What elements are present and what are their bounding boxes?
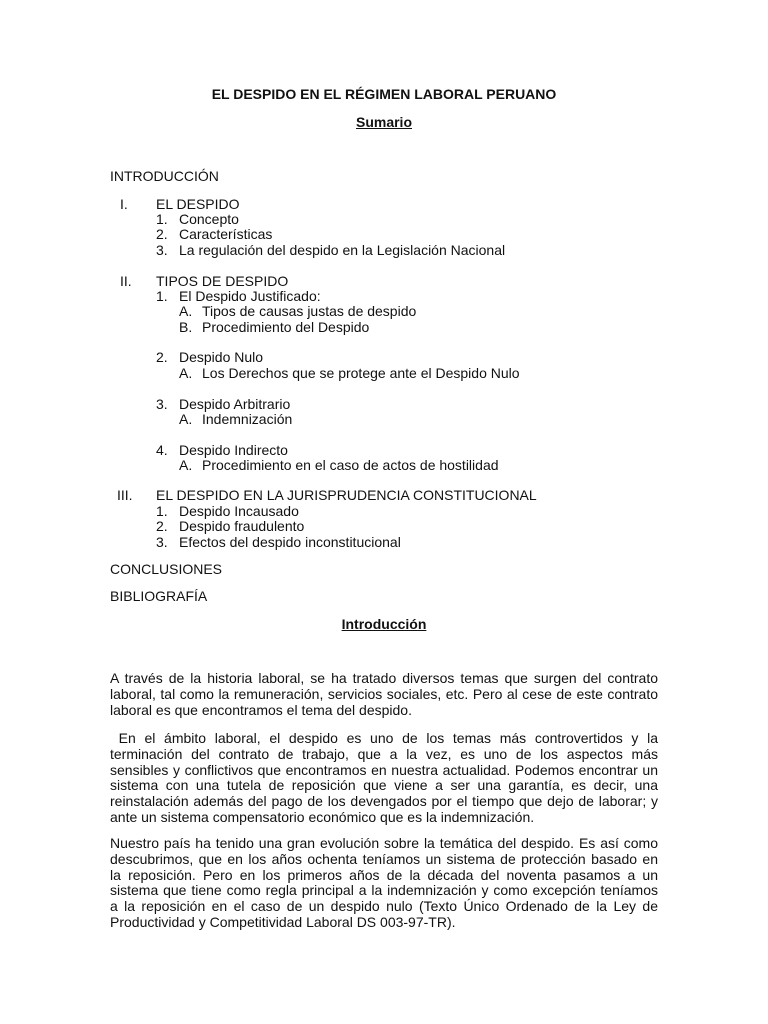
toc-item-number: 3.	[156, 396, 168, 412]
document-title: EL DESPIDO EN EL RÉGIMEN LABORAL PERUANO	[211, 86, 557, 102]
paragraph-line: sistema con una tutela de reposición que viene a ser una garantía, es decir, una	[110, 777, 658, 794]
toc-item-text: Despido fraudulento	[179, 518, 305, 534]
paragraph-line: ante un sistema compensatorio económico que es la indemnización.	[110, 808, 535, 825]
toc-item-number: 3.	[156, 242, 168, 258]
paragraph-line: terminación del contrato de trabajo, que a la vez, es uno de los aspectos más	[110, 745, 658, 762]
toc-section-numeral: III.	[117, 487, 133, 503]
toc-introduction: INTRODUCCIÓN	[110, 168, 219, 184]
toc-section-title: TIPOS DE DESPIDO	[156, 273, 289, 289]
toc-item-number: 4.	[156, 442, 168, 458]
body-paragraph	[110, 731, 658, 826]
toc-item-text: Despido Indirecto	[179, 442, 288, 458]
paragraph-line: la reposición. Pero en los primeros años de la década del noventa pasamos a un	[110, 866, 658, 883]
paragraph-line: laboral es que encontramos el tema del despido.	[110, 701, 412, 718]
toc-section-numeral: II.	[120, 273, 132, 289]
toc-subitem-text: Procedimiento en el caso de actos de hostilidad	[202, 457, 499, 473]
toc-subitem-letter: A.	[179, 457, 193, 473]
toc-subitem-letter: B.	[179, 319, 193, 335]
toc-item-number: 2.	[156, 349, 168, 365]
paragraph-line: descubrimos, que en los años ochenta teníamos un sistema de protección basado en	[110, 850, 658, 867]
toc-section-title: EL DESPIDO EN LA JURISPRUDENCIA CONSTITUCIONAL	[156, 487, 537, 503]
toc-subitem-text: Los Derechos que se protege ante el Despido Nulo	[202, 365, 520, 381]
paragraph-line: a la reposición en el caso de un despido nulo (Texto Único Ordenado de la Ley de	[110, 898, 658, 915]
toc-item-text: Despido Nulo	[179, 349, 264, 365]
toc-item-text: Despido Incausado	[179, 503, 299, 519]
paragraph-line: En el ámbito laboral, el despido es uno de los temas más controvertidos y la	[110, 730, 658, 746]
body-paragraph	[110, 671, 658, 718]
paragraph-line: reinstalación además del pago de los devengados por el tiempo que dejo de laborar; y	[110, 793, 658, 810]
toc-item-number: 2.	[156, 518, 168, 534]
toc-item-text: La regulación del despido en la Legislación Nacional	[179, 242, 506, 258]
toc-subitem-letter: A.	[179, 303, 193, 319]
body-paragraph	[110, 836, 658, 931]
paragraph-line: sistema que tiene como regla principal a la indemnización y como excepción teníamos	[110, 882, 658, 899]
toc-item-text: Efectos del despido inconstitucional	[179, 534, 401, 550]
toc-section-numeral: I.	[120, 196, 128, 212]
toc-subitem-text: Procedimiento del Despido	[202, 319, 370, 335]
toc-subitem-text: Tipos de causas justas de despido	[202, 303, 417, 319]
paragraph-line: Nuestro país ha tenido una gran evolución sobre la temática del despido. Es así como	[110, 835, 658, 851]
toc-subitem-letter: A.	[179, 365, 193, 381]
summary-heading: Sumario	[355, 114, 412, 130]
toc-item-text: Concepto	[179, 211, 239, 227]
toc-subitem-letter: A.	[179, 411, 193, 427]
toc-item-number: 2.	[156, 226, 168, 242]
toc-item-number: 1.	[156, 288, 168, 304]
toc-item-text: El Despido Justificado:	[179, 288, 321, 304]
toc-subitem-text: Indemnización	[202, 411, 293, 427]
toc-section-title: EL DESPIDO	[156, 196, 240, 212]
toc-item-number: 1.	[156, 503, 168, 519]
toc-item-text: Despido Arbitrario	[179, 396, 291, 412]
toc-item-number: 1.	[156, 211, 168, 227]
toc-item-text: Características	[179, 226, 273, 242]
toc-conclusions: CONCLUSIONES	[110, 561, 223, 577]
paragraph-line: sensibles y conflictivos que encontramos en nuestra actualidad. Podemos encontrar un	[110, 761, 658, 778]
introduction-heading: Introducción	[341, 616, 427, 632]
toc-bibliography: BIBLIOGRAFÍA	[110, 588, 208, 604]
paragraph-line: A través de la historia laboral, se ha tratado diversos temas que surgen del contrato	[110, 670, 658, 686]
toc-item-number: 3.	[156, 534, 168, 550]
paragraph-line: laboral, tal como la remuneración, servicios sociales, etc. Pero al cese de este contrato	[110, 685, 658, 702]
paragraph-line: Productividad y Competitividad Laboral DS 003-97-TR).	[110, 913, 456, 930]
